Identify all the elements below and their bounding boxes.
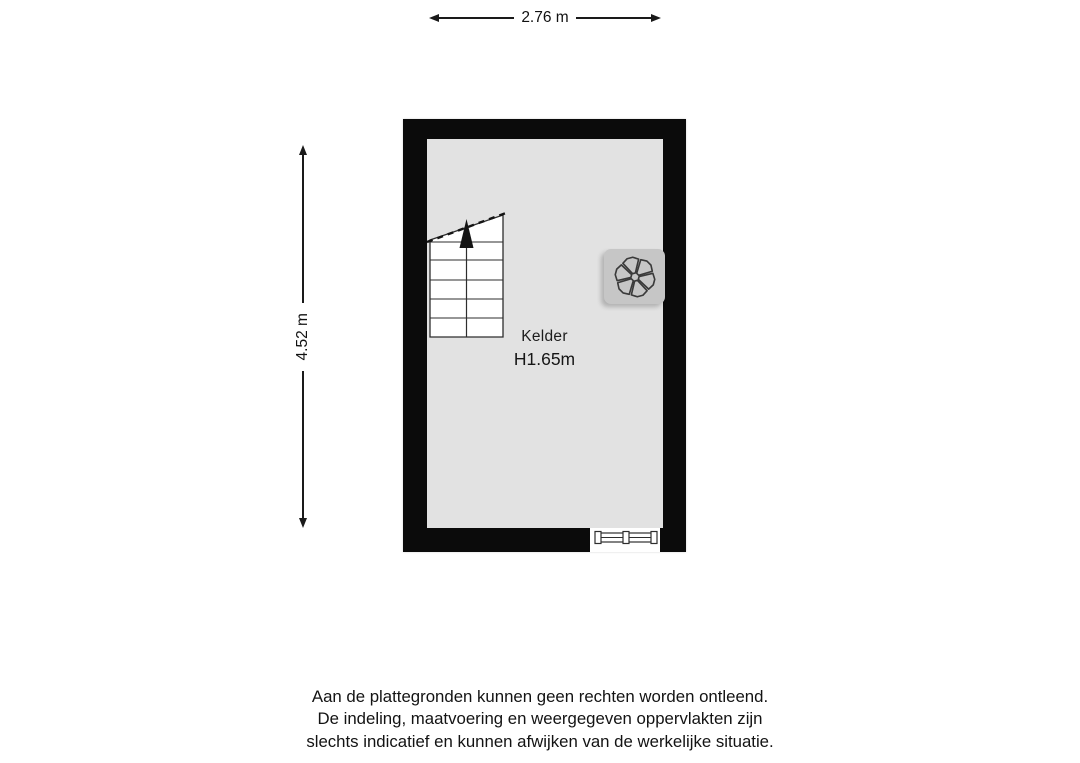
arrow-down-icon	[299, 518, 307, 528]
height-dimension	[294, 145, 312, 528]
height-dimension-label-wrap	[279, 303, 326, 371]
width-dimension-label: 2.76 m	[521, 9, 569, 27]
dimension-line	[576, 17, 651, 18]
width-dimension	[429, 9, 661, 27]
disclaimer-line: Aan de plattegronden kunnen geen rechten worden ontleend.	[311, 687, 769, 706]
room-ceiling-height-label: H1.65m	[513, 349, 576, 369]
floorplan-walls	[403, 119, 686, 552]
disclaimer-text	[0, 686, 1080, 753]
dimension-line	[302, 371, 303, 519]
arrow-up-icon	[299, 145, 307, 155]
stairs-up-icon	[427, 213, 506, 337]
disclaimer-line: slechts indicatief en kunnen afwijken van de werkelijke situatie.	[306, 731, 774, 751]
arrow-left-icon	[429, 14, 439, 22]
height-dimension-label: 4.52 m	[294, 312, 312, 361]
disclaimer-line: De indeling, maatvoering en weergegeven oppervlakten zijn	[317, 709, 763, 729]
dimension-line	[439, 17, 514, 18]
arrow-right-icon	[651, 14, 661, 22]
window-symbol	[590, 528, 660, 552]
room-name-label: Kelder	[521, 328, 568, 345]
dimension-line	[302, 155, 303, 303]
